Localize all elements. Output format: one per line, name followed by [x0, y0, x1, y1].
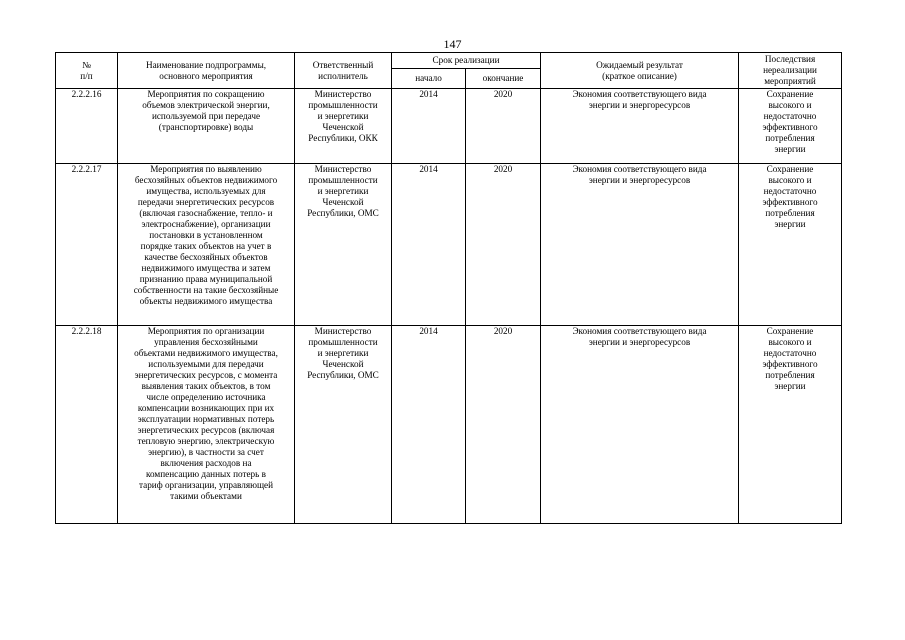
cell-name [118, 164, 295, 326]
table-body [56, 89, 842, 524]
program-table [55, 52, 842, 524]
cell-start [392, 326, 466, 524]
cell-num-text: 2.2.2.16 [71, 89, 102, 99]
cell-result [541, 164, 739, 326]
header-result-text: Ожидаемый результат (краткое описание) [596, 59, 683, 81]
cell-start [392, 164, 466, 326]
cell-num-text: 2.2.2.17 [71, 164, 102, 174]
cell-name-text: Мероприятия по сокращению объемов электрической энергии, используемой при передаче (транспортировке) воды [142, 89, 270, 132]
cell-name [118, 89, 295, 164]
header-start-text: начало [415, 73, 442, 83]
cell-start-text: 2014 [419, 326, 438, 336]
cell-consequences-text: Сохранение высокого и недостаточно эффективного потребления энергии [762, 326, 818, 391]
cell-result [541, 89, 739, 164]
cell-result-text: Экономия соответствующего вида энергии и энергоресурсов [572, 164, 707, 185]
header-responsible [295, 53, 392, 89]
cell-result-text: Экономия соответствующего вида энергии и энергоресурсов [572, 326, 707, 347]
cell-responsible [295, 89, 392, 164]
cell-name-text: Мероприятия по выявлению бесхозяйных объектов недвижимого имущества, используемых для передачи энергетических ресурсов (включая газоснабжение, тепло- и электроснабжение), организации постановки в установленном порядке таких объектов на учет в качестве бесхозяйных объектов недвижимого имущества и затем признанию права муниципальной собственности на такие бесхозяйные объекты недвижимого имущества [133, 164, 279, 306]
header-end-text: окончание [482, 73, 524, 83]
header-name [118, 53, 295, 89]
cell-consequences [739, 89, 842, 164]
cell-end [466, 164, 541, 326]
cell-name-text: Мероприятия по организации управления бесхозяйными объектами недвижимого имущества, используемыми для передачи энергетических ресурсов, с момента выявления таких объектов, в том числе определению источника компенсации возникающих при их эксплуатации нормативных потерь энергетических ресурсов (включая тепловую энергию, электрическую энергию), в частности за счет включения расходов на компенсацию данных потерь в тариф организации, управляющей такими объектами [134, 326, 278, 501]
table-row [56, 164, 842, 326]
header-term-text: Срок реализации [432, 55, 500, 65]
cell-responsible-text: Министерство промышленности и энергетики Чеченской Республики, ОМС [307, 164, 379, 218]
cell-start [392, 89, 466, 164]
cell-consequences [739, 326, 842, 524]
cell-end-text: 2020 [493, 164, 513, 174]
cell-end [466, 89, 541, 164]
cell-start-text: 2014 [419, 89, 438, 99]
cell-consequences [739, 164, 842, 326]
cell-consequences-text: Сохранение высокого и недостаточно эффективного потребления энергии [762, 89, 818, 154]
header-start [392, 69, 466, 89]
cell-num [56, 89, 118, 164]
cell-responsible [295, 326, 392, 524]
header-responsible-text: Ответственный исполнитель [312, 59, 374, 81]
header-num-text: № п/п [80, 59, 93, 81]
cell-result [541, 326, 739, 524]
cell-name [118, 326, 295, 524]
cell-responsible-text: Министерство промышленности и энергетики Чеченской Республики, ОМС [307, 326, 379, 380]
cell-start-text: 2014 [419, 164, 438, 174]
cell-end [466, 326, 541, 524]
cell-responsible-text: Министерство промышленности и энергетики Чеченской Республики, ОКК [308, 89, 378, 143]
table-row [56, 326, 842, 524]
header-name-text: Наименование подпрограммы, основного мероприятия [145, 59, 267, 81]
cell-end-text: 2020 [493, 326, 513, 336]
cell-num-text: 2.2.2.18 [71, 326, 102, 336]
cell-consequences-text: Сохранение высокого и недостаточно эффективного потребления энергии [762, 164, 818, 229]
cell-result-text: Экономия соответствующего вида энергии и энергоресурсов [572, 89, 707, 110]
header-result [541, 53, 739, 89]
header-term [392, 53, 541, 69]
cell-num [56, 326, 118, 524]
header-consequences [739, 53, 842, 89]
cell-num [56, 164, 118, 326]
table-row [56, 89, 842, 164]
header-consequences-text: Последствия нереализации мероприятий [763, 54, 817, 86]
cell-responsible [295, 164, 392, 326]
page-number: 147 [443, 37, 462, 51]
header-num [56, 53, 118, 89]
header-end [466, 69, 541, 89]
cell-end-text: 2020 [493, 89, 513, 99]
